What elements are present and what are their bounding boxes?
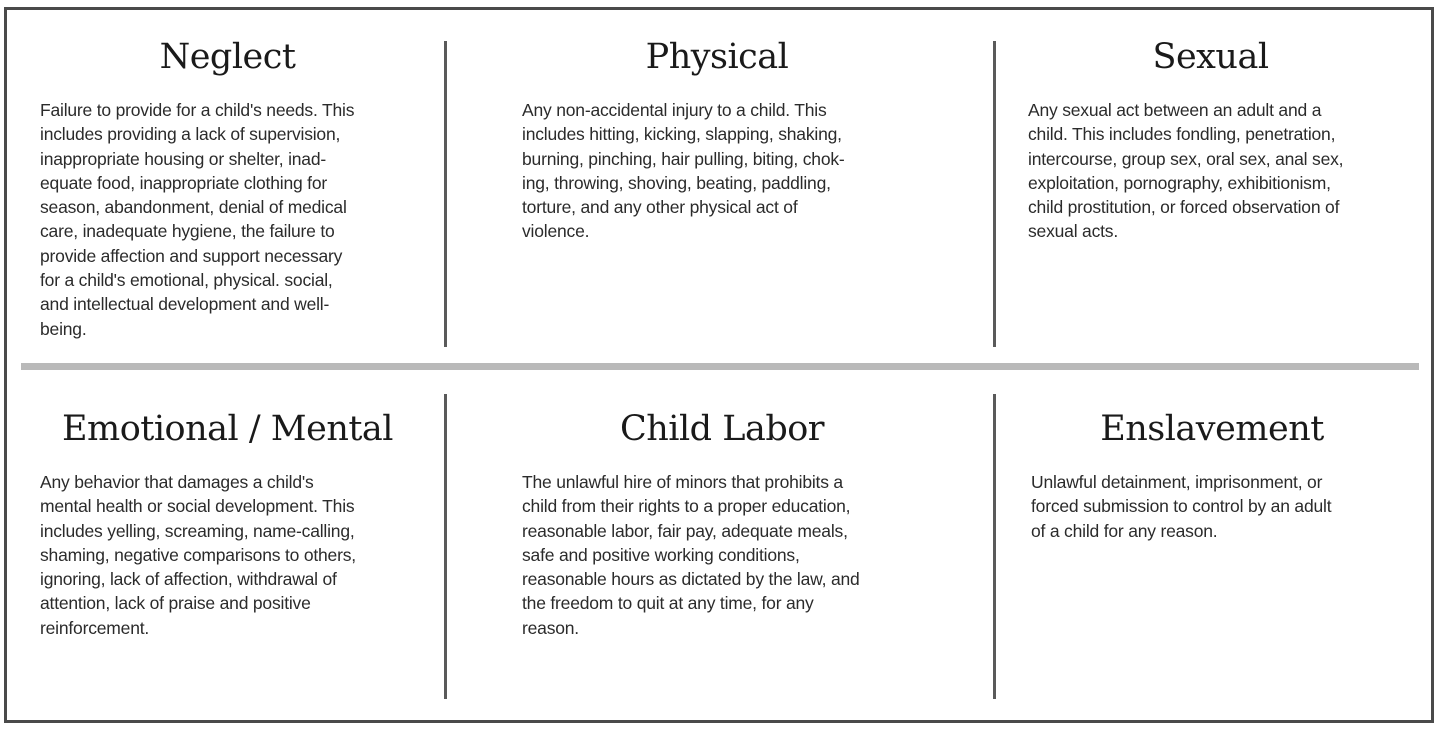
category-enslavement [1031,409,1423,543]
description-line: ing, throwing, shoving, beating, paddling, [522,172,831,193]
description-line: attention, lack of praise and positive [40,593,311,614]
description-line: the freedom to quit at any time, for any [522,593,814,614]
description-line: safe and positive working conditions, [522,544,800,565]
description-line: Any behavior that damages a child's [40,472,314,492]
description-line: Any non-accidental injury to a child. This [522,100,827,120]
category-emotional-mental [40,409,435,640]
category-title: Physical [645,37,789,77]
column-divider-bottom-left [444,394,447,699]
category-title: Sexual [1152,37,1269,77]
description-line: sexual acts. [1028,221,1119,242]
description-line: includes providing a lack of supervision, [40,124,341,145]
description-line: intercourse, group sex, oral sex, anal sex, [1028,148,1344,169]
description-line: mental health or social development. This [40,496,355,517]
description-line: season, abandonment, denial of medical [40,197,347,218]
description-line: equate food, inappropriate clothing for [40,172,327,193]
category-description [1031,470,1423,543]
description-line: being. [40,318,87,339]
row-divider [21,363,1419,370]
abuse-types-table [4,7,1434,723]
description-line: forced submission to control by an adult [1031,496,1332,517]
category-description [40,470,435,640]
description-line: and intellectual development and well- [40,294,330,315]
description-line: child prostitution, or forced observation of [1028,197,1340,218]
category-title: Child Labor [619,409,825,449]
column-divider-bottom-right [993,394,996,699]
category-physical [522,37,942,244]
category-child-labor [522,409,947,640]
description-line: exploitation, pornography, exhibitionism, [1028,172,1331,193]
description-line: includes hitting, kicking, slapping, shaking, [522,124,842,145]
description-line: of a child for any reason. [1031,520,1218,541]
description-line: reasonable hours as dictated by the law, and [522,569,860,590]
description-line: Failure to provide for a child's needs. This [40,100,355,120]
description-line: includes yelling, screaming, name-calling, [40,520,355,541]
description-line: Unlawful detainment, imprisonment, or [1031,472,1323,492]
description-line: reason. [522,617,579,638]
category-description [40,98,430,341]
column-divider-top-left [444,41,447,347]
column-divider-top-right [993,41,996,347]
description-line: reinforcement. [40,617,150,638]
category-title: Enslavement [1100,409,1324,449]
category-description [522,470,947,640]
description-line: shaming, negative comparisons to others, [40,544,356,565]
description-line: inappropriate housing or shelter, inad- [40,148,327,169]
description-line: child. This includes fondling, penetration, [1028,124,1336,145]
description-line: reasonable labor, fair pay, adequate meals, [522,520,848,541]
description-line: violence. [522,221,590,242]
description-line: for a child's emotional, physical. social, [40,270,333,291]
description-line: care, inadequate hygiene, the failure to [40,221,335,242]
description-line: Any sexual act between an adult and a [1028,100,1322,120]
category-description [522,98,942,244]
category-sexual [1028,37,1423,244]
description-line: provide affection and support necessary [40,245,343,266]
description-line: The unlawful hire of minors that prohibits a [522,472,843,492]
description-line: ignoring, lack of affection, withdrawal of [40,569,337,590]
description-line: child from their rights to a proper education, [522,496,851,517]
category-description [1028,98,1423,244]
description-line: burning, pinching, hair pulling, biting, chok- [522,148,845,169]
description-line: torture, and any other physical act of [522,197,798,218]
category-title: Neglect [159,37,296,77]
category-neglect [40,37,430,341]
category-title: Emotional / Mental [61,409,393,449]
